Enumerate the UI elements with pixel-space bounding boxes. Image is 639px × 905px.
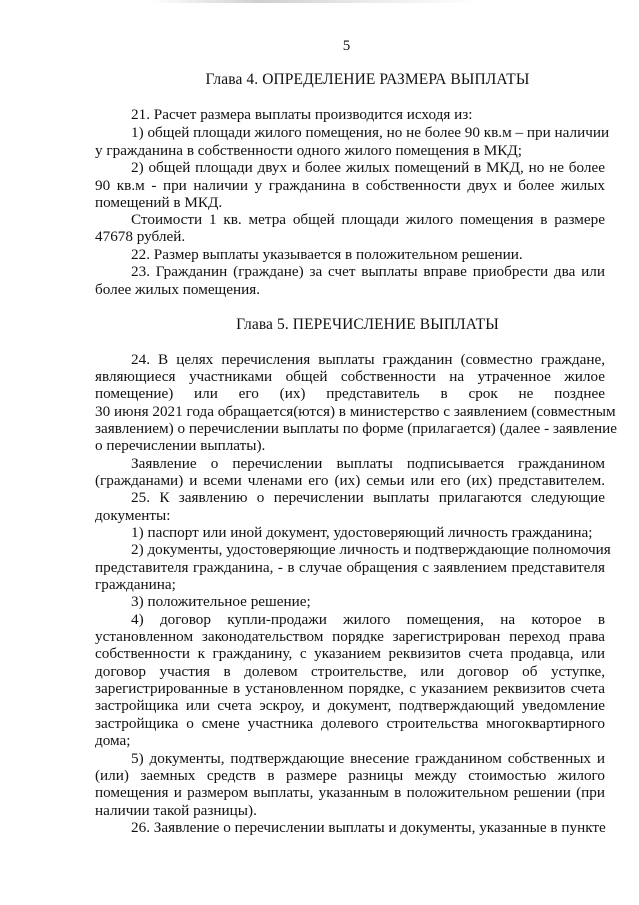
text-line: застройщика или счета эскроу, и документ, подтверждающий уведомление — [95, 697, 605, 714]
text-line: 23. Гражданин (граждане) за счет выплаты вправе приобрести два или — [131, 263, 605, 280]
text-line: (гражданами) и всеми членами его (их) семьи или его (их) представителем. — [95, 472, 605, 489]
text-line: наличии такой разницы). — [95, 802, 257, 819]
chapter-4-heading: Глава 4. ОПРЕДЕЛЕНИЕ РАЗМЕРА ВЫПЛАТЫ — [205, 71, 530, 88]
text-line: 26. Заявление о перечислении выплаты и документы, указанные в пункте — [131, 819, 606, 836]
text-line: 1) общей площади жилого помещения, но не более 90 кв.м – при наличии — [131, 124, 610, 141]
chapter-5-heading: Глава 5. ПЕРЕЧИСЛЕНИЕ ВЫПЛАТЫ — [236, 316, 499, 333]
text-line: застройщика о смене участника долевого строительства многоквартирного — [95, 715, 605, 732]
text-line: представителя гражданина, - в случае обращения с заявлением представителя — [95, 559, 605, 576]
text-line: более жилых помещения. — [95, 281, 261, 298]
text-line: 2) общей площади двух и более жилых помещений в МКД, но не более — [131, 159, 605, 176]
text-line: 22. Размер выплаты указывается в положительном решении. — [131, 246, 523, 263]
scan-artifact — [150, 0, 480, 3]
text-line: о перечислении выплаты). — [95, 437, 266, 454]
text-line: 47678 рублей. — [95, 228, 186, 245]
text-line: 1) паспорт или иной документ, удостоверяющий личность гражданина; — [131, 524, 593, 541]
text-line: 90 кв.м - при наличии у гражданина в собственности двух и более жилых — [95, 177, 605, 194]
text-line: дома; — [95, 732, 131, 749]
text-line: 5) документы, подтверждающие внесение гражданином собственных и — [131, 750, 605, 767]
text-line: помещения и размером выплаты, указанным в положительном решении (при — [95, 784, 605, 801]
text-line: собственности к гражданину, с указанием реквизитов счета продавца, или — [95, 645, 605, 662]
text-line: у гражданина в собственности одного жилого помещения в МКД; — [95, 142, 522, 159]
text-line: 24. В целях перечисления выплаты гражданин (совместно граждане, — [131, 351, 605, 368]
text-line: Стоимости 1 кв. метра общей площади жилого помещения в размере — [131, 211, 605, 228]
text-line: установленном законодательством порядке зарегистрирован переход права — [95, 628, 605, 645]
text-line: 3) положительное решение; — [131, 593, 311, 610]
text-line: зарегистрированные в установленном порядке, с указанием реквизитов счета — [95, 680, 605, 697]
text-line: 2) документы, удостоверяющие личность и подтверждающие полномочия — [131, 541, 611, 558]
text-line: гражданина; — [95, 576, 176, 593]
text-line: 25. К заявлению о перечислении выплаты прилагаются следующие — [131, 489, 605, 506]
text-line: (или) заемных средств в размере разницы между стоимостью жилого — [95, 767, 605, 784]
page-number: 5 — [342, 38, 351, 54]
text-line: Заявление о перечислении выплаты подписывается гражданином — [131, 455, 605, 472]
text-line: помещение) или его (их) представитель в срок не позднее — [95, 385, 605, 402]
text-line: документы: — [95, 507, 171, 524]
text-line: помещений в МКД. — [95, 194, 223, 211]
text-line: заявлением) о перечислении выплаты по форме (прилагается) (далее - заявление — [95, 420, 617, 437]
text-line: договор участия в долевом строительстве, или договор об уступке, — [95, 663, 605, 680]
text-line: 4) договор купли-продажи жилого помещения, на которое в — [131, 611, 605, 628]
text-line: 30 июня 2021 года обращается(ются) в министерство с заявлением (совместным — [95, 403, 616, 420]
text-line: являющиеся участниками общей собственности на утраченное жилое — [95, 368, 605, 385]
text-line: 21. Расчет размера выплаты производится исходя из: — [131, 106, 473, 123]
